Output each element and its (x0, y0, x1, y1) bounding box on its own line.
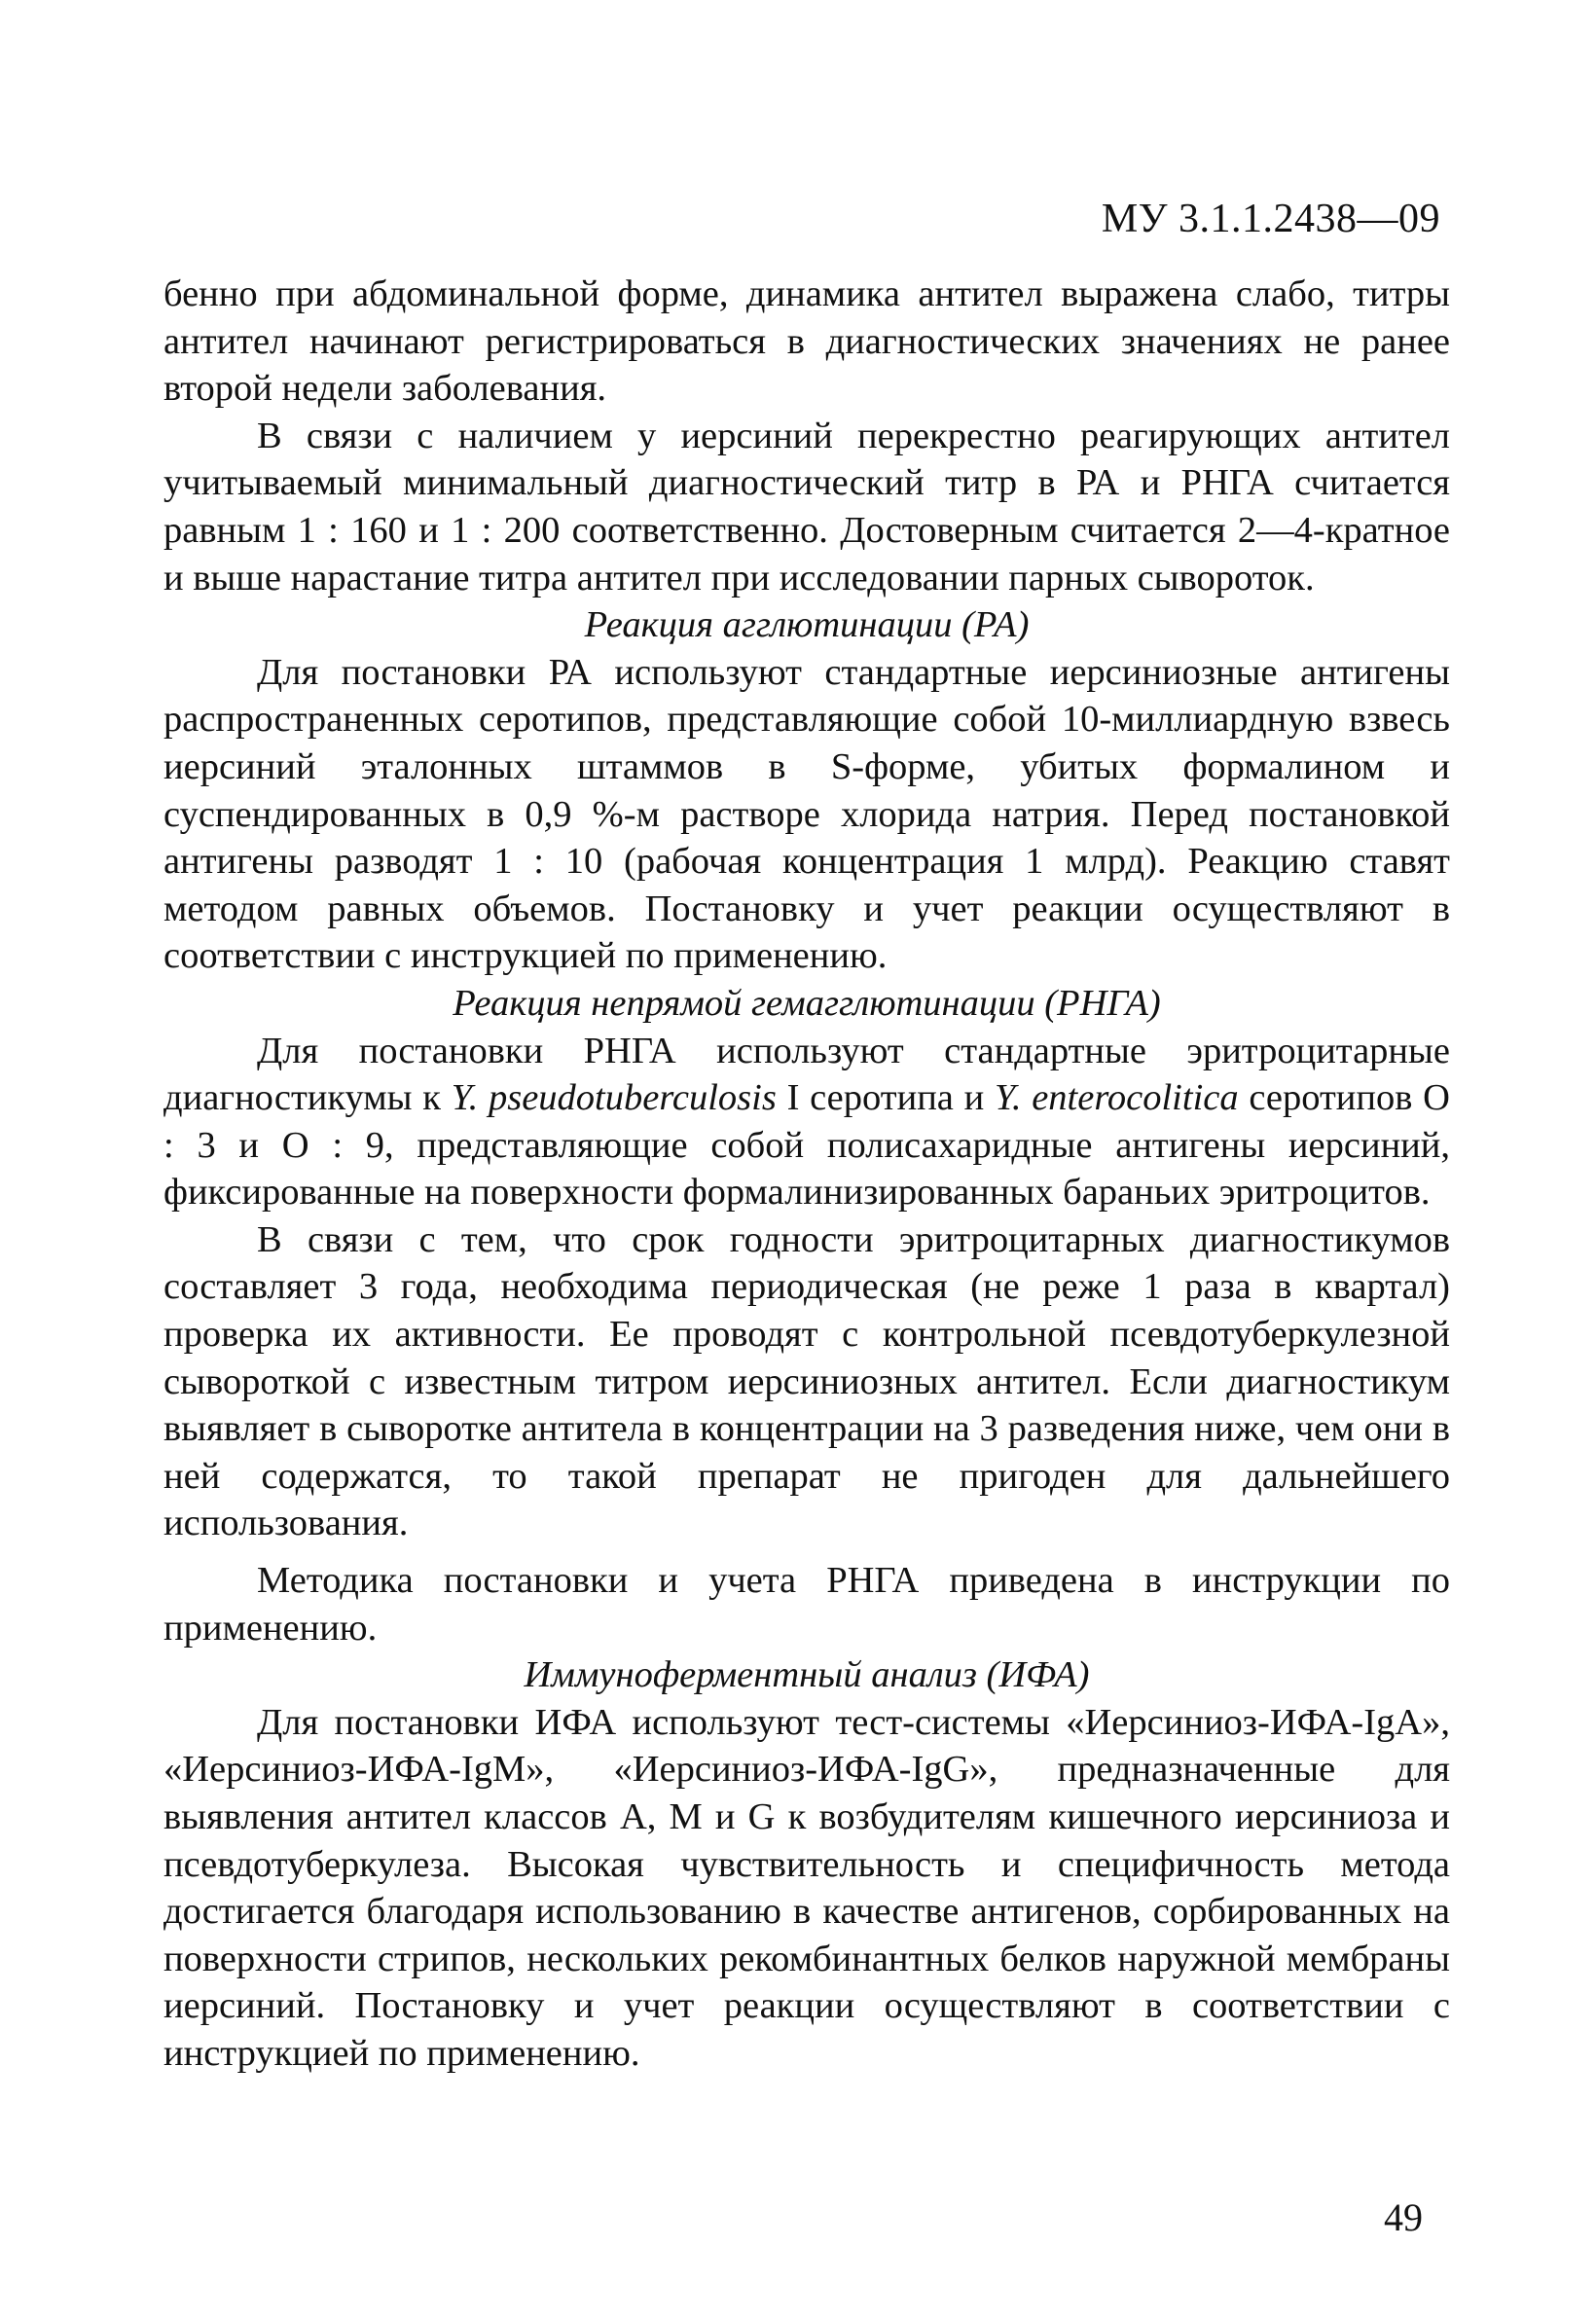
paragraph-ra-method: Для постановки РА используют стандартные иерсиниозные антигены распространенных серотипов, представляющие собой 10-миллиардную взвесь иерсиний эталонных штаммов в S-форме, убитых формалином и суспендированных в 0,9 %-м растворе хлорида натрия. Перед постановкой антигены разводят 1 : 10 (рабочая концентрация 1 млрд). Реакцию ставят методом равных объемов. Постановку и учет реакции осуществляют в соответствии с инструкцией по применению. (163, 651, 1450, 977)
section-heading-rnga: Реакция непрямой гемагглютинации (РНГА) (453, 982, 1161, 1024)
rnga-text-part2: I серотипа и (776, 1077, 995, 1119)
paragraph-cross-reacting-antibodies: В связи с наличием у иерсиний перекрестно реагирующих антител учитываемый минимальный диагностический титр в РА и РНГА считается равным 1 : 160 и 1 : 200 соответственно. Достоверным считается 2—4-кратное и выше нарастание титра антител при исследовании парных сывороток. (163, 415, 1450, 598)
document-body (163, 271, 1450, 2078)
rnga-text-part3: серотипов О : 3 и О : 9, представляющие собой полисахаридные антигены иерсиний, фиксированные на поверхности формалинизированных бараньих эритроцитов. (163, 1077, 1450, 1214)
section-heading-ra: Реакция агглютинации (РА) (584, 604, 1030, 646)
species-name-pseudotuberculosis: Y. pseudotuberculosis (451, 1077, 777, 1119)
paragraph-rnga-instructions: Методика постановки и учета РНГА приведена в инструкции по применению. (163, 1560, 1450, 1649)
paragraph-shelf-life: В связи с тем, что срок годности эритроцитарных диагностикумов составляет 3 года, необходима периодическая (не реже 1 раза в квартал) проверка их активности. Ее проводят с контрольной псевдотуберкулезной сывороткой с известным титром иерсиниозных антител. Если диагностикум выявляет в сыворотке антитела в концентрации на 3 разведения ниже, чем они в ней содержатся, то такой препарат не пригоден для дальнейшего использования. (163, 1218, 1450, 1544)
paragraph-rnga-diagnosticums (163, 1028, 1450, 1216)
paragraph-continuation: бенно при абдоминальной форме, динамика антител выражена слабо, титры антител начинают регистрироваться в диагностических значениях не ранее второй недели заболевания. (163, 273, 1450, 410)
page-number: 49 (1384, 2195, 1423, 2239)
document-code: МУ 3.1.1.2438—09 (1101, 197, 1440, 241)
species-name-enterocolitica: Y. enterocolitica (994, 1077, 1239, 1119)
paragraph-ifa-test-systems: Для постановки ИФА используют тест-системы «Иерсиниоз-ИФА-IgA», «Иерсиниоз-ИФА-IgM», «Иерсиниоз-ИФА-IgG», предназначенные для выявления антител классов А, М и G к возбудителям кишечного иерсиниоза и псевдотуберкулеза. Высокая чувствительность и специфичность метода достигается благодаря использованию в качестве антигенов, сорбированных на поверхности стрипов, нескольких рекомбинантных белков наружной мембраны иерсиний. Постановку и учет реакции осуществляют в соответствии с инструкцией по применению. (163, 1701, 1450, 2074)
rnga-text-part1: Для постановки РНГА используют стандартные эритроцитарные диагностикумы к (163, 1030, 1450, 1119)
section-heading-ifa: Иммуноферментный анализ (ИФА) (524, 1654, 1090, 1696)
